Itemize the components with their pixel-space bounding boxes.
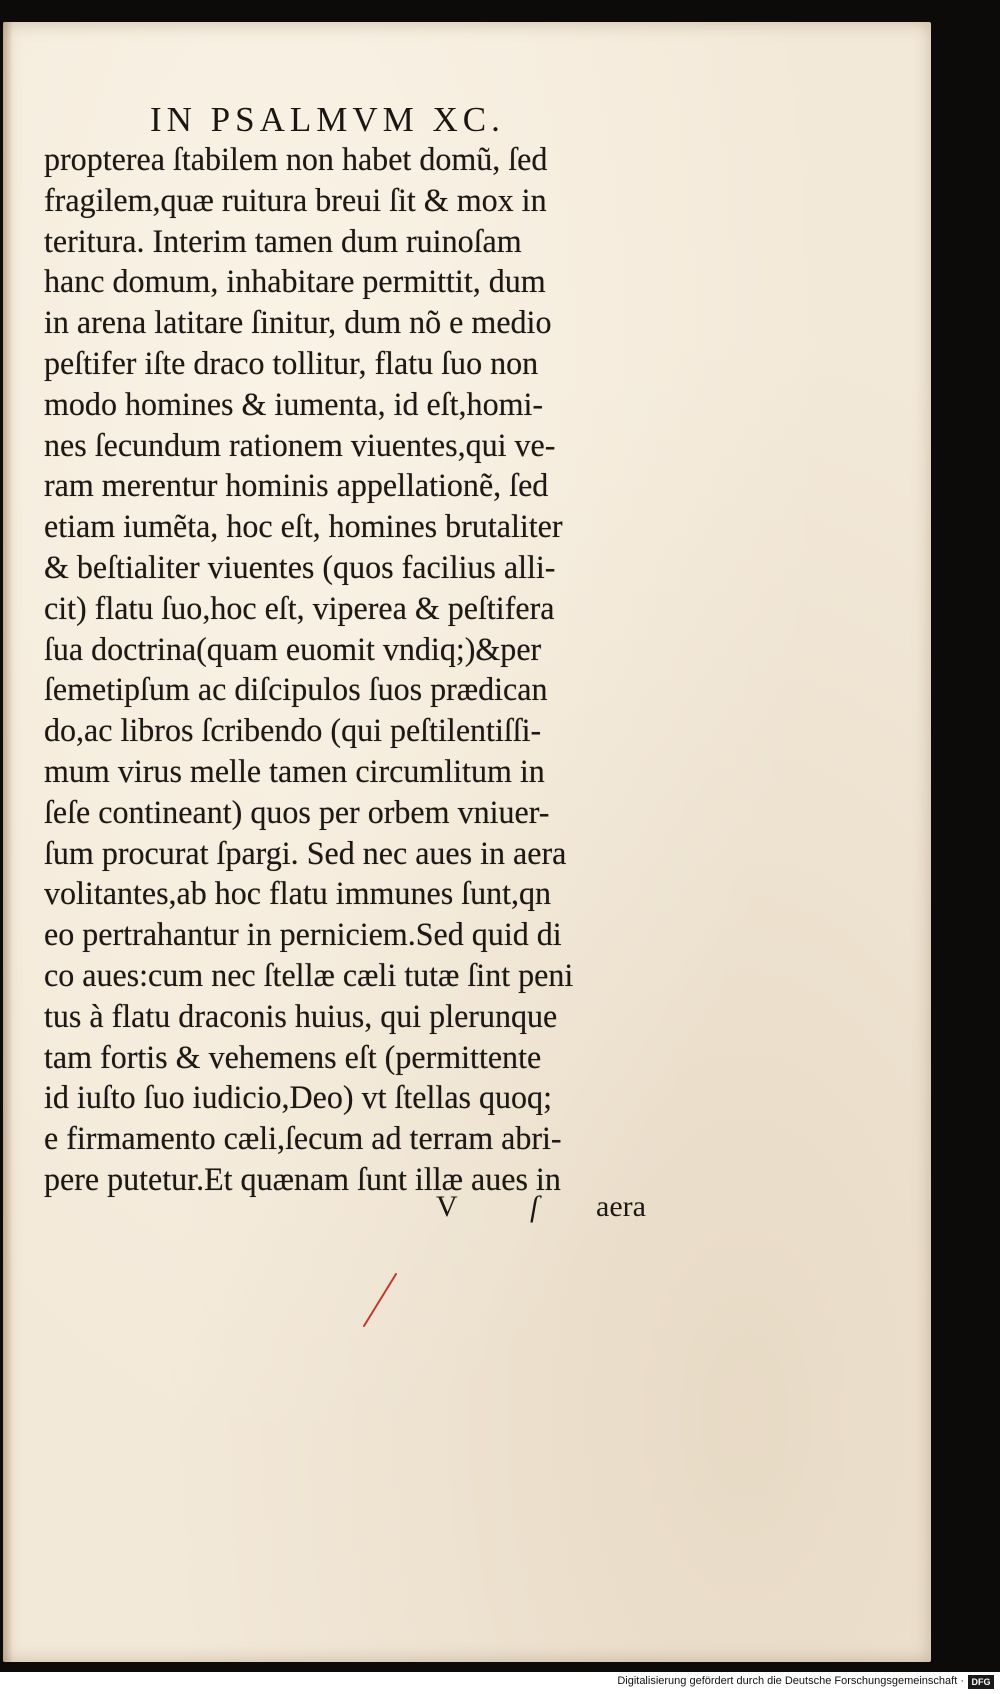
- pencil-stroke: [364, 1274, 396, 1326]
- text-line: & beſtialiter viuentes (quos facilius alli-: [44, 549, 556, 586]
- digitization-credit: Digitalisierung gefördert durch die Deutsche Forschungsgemeinschaft ·: [617, 1675, 964, 1687]
- body-text: [44, 140, 724, 1201]
- running-head: IN PSALMVM XC.: [150, 100, 505, 139]
- text-line: ſemetipſum ac diſcipulos ſuos prædican: [44, 672, 548, 709]
- text-line: eo pertrahantur in perniciem.Sed quid di: [44, 917, 562, 954]
- catchword: aera: [596, 1190, 646, 1223]
- text-line: hanc domum, inhabitare permittit, dum: [44, 264, 546, 301]
- page-gutter-shadow: [3, 22, 13, 1662]
- pencil-mark: [360, 1270, 400, 1330]
- text-line: modo homines & iumenta, id eſt,homi-: [44, 386, 544, 423]
- text-line: fragilem,quæ ruitura breui ſit & mox in: [44, 182, 547, 219]
- text-line: volitantes,ab hoc flatu immunes ſunt,qn: [44, 876, 552, 913]
- text-line: peſtifer iſte draco tollitur, flatu ſuo non: [44, 345, 539, 382]
- signature-mark: V: [436, 1190, 458, 1223]
- text-line: pere putetur.Et quænam ſunt illæ aues in: [44, 1161, 561, 1198]
- text-line: cit) flatu ſuo,hoc eſt, viperea & peſtifera: [44, 590, 555, 627]
- text-line: ſum procurat ſpargi. Sed nec aues in aera: [44, 835, 567, 872]
- footer-bar: [0, 1672, 1000, 1694]
- text-line: mum virus melle tamen circumlitum in: [44, 753, 545, 790]
- text-line: nes ſecundum rationem viuentes,qui ve-: [44, 427, 556, 464]
- text-line: tus à flatu draconis huius, qui plerunque: [44, 998, 558, 1035]
- text-line: etiam iumẽta, hoc eſt, homines brutaliter: [44, 509, 563, 546]
- text-line: e firmamento cæli,ſecum ad terram abri-: [44, 1121, 562, 1158]
- text-line: in arena latitare ſinitur, dum nõ e medio: [44, 305, 552, 342]
- catchword-row: [436, 1190, 716, 1232]
- text-line: propterea ſtabilem non habet domũ, ſed: [44, 142, 548, 178]
- dfg-logo: DFG: [968, 1675, 994, 1689]
- text-line: ſua doctrina(quam euomit vndiq;)&per: [44, 631, 542, 668]
- text-line: do,ac libros ſcribendo (qui peſtilentiſſi-: [44, 713, 542, 750]
- signature-separator: ſ: [530, 1190, 539, 1223]
- text-line: tam fortis & vehemens eſt (permittente: [44, 1039, 542, 1076]
- text-line: ſeſe contineant) quos per orbem vniuer-: [44, 794, 550, 831]
- text-line: co aues:cum nec ſtellæ cæli tutæ ſint peni: [44, 957, 574, 994]
- text-line: ram merentur hominis appellationẽ, ſed: [44, 468, 549, 505]
- text-line: id iuſto ſuo iudicio,Deo) vt ſtellas quoq;: [44, 1080, 552, 1117]
- text-line: teritura. Interim tamen dum ruinoſam: [44, 223, 522, 260]
